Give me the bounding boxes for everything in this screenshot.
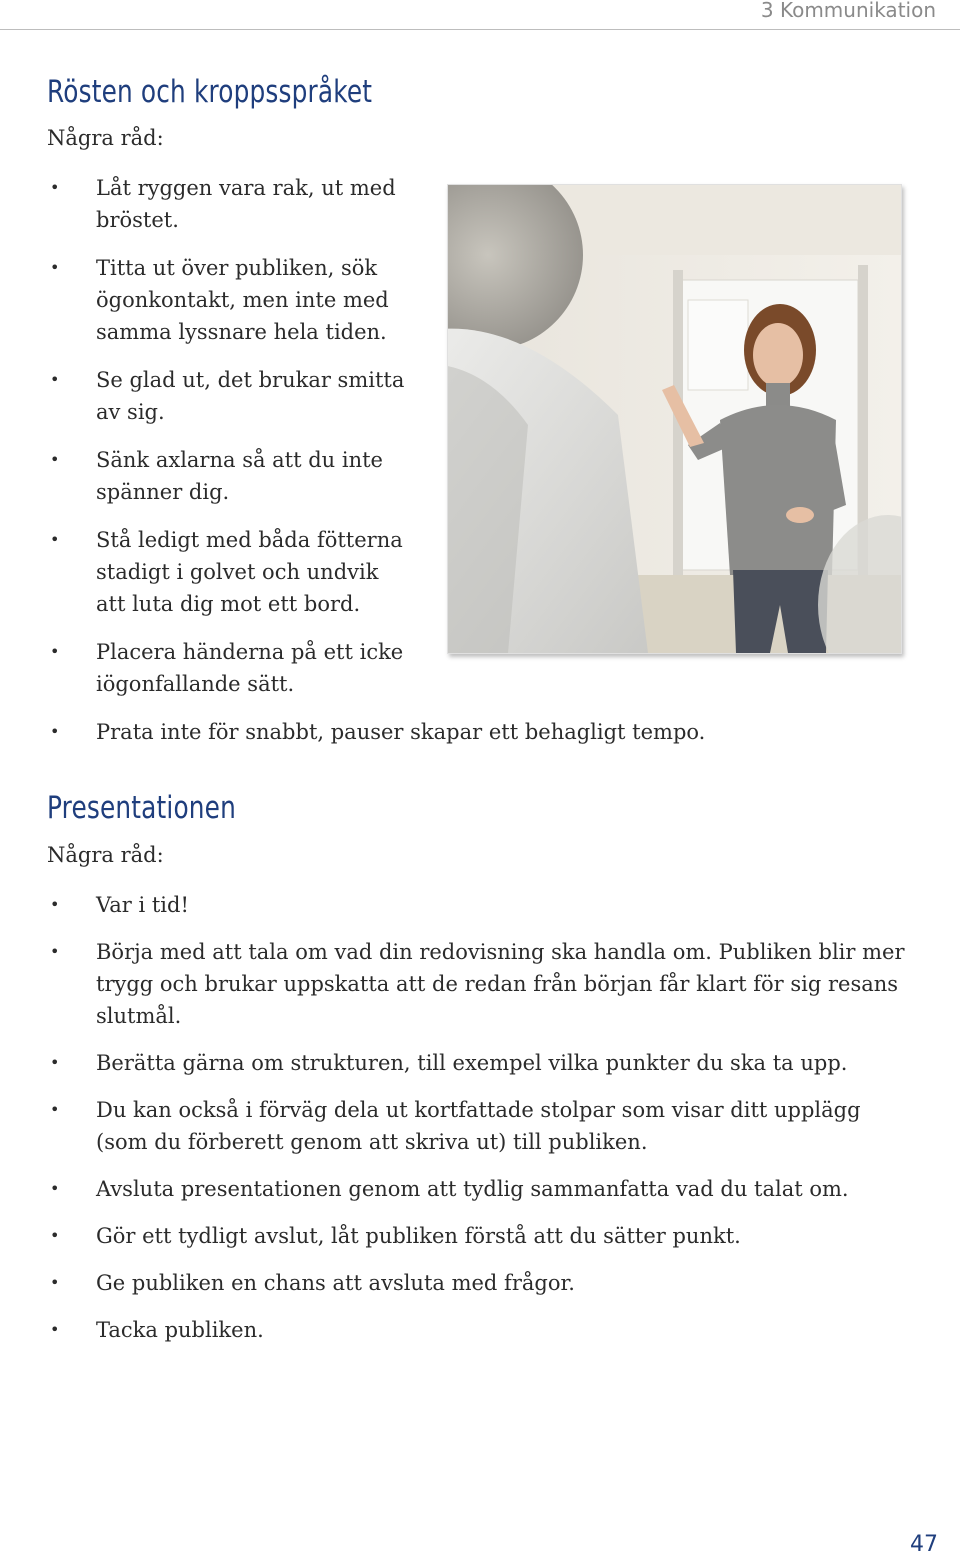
bullet-icon: • [50, 1100, 60, 1119]
section-subtitle-presentation: Några råd: [47, 843, 164, 867]
list-item [47, 1047, 905, 1079]
bullet-icon: • [50, 370, 60, 389]
presenter-photo [447, 184, 902, 654]
bullet-icon: • [50, 895, 60, 914]
section-subtitle-voice: Några råd: [47, 126, 164, 150]
bullet-icon: • [50, 942, 60, 961]
chapter-label: 3 Kommunikation [760, 0, 936, 22]
bullet-icon: • [50, 642, 60, 661]
presenter-illustration [448, 185, 901, 653]
tip-text: Sänk axlarna så att du inte spänner dig. [96, 448, 383, 504]
tip-text: Placera händerna på ett icke iögonfallande sätt. [96, 640, 404, 696]
tip-text: Börja med att tala om vad din redovisning ska handla om. Publiken blir mer trygg och brukar uppskatta att de redan från början får klart för sig resans slutmål. [96, 940, 905, 1028]
tip-text: Du kan också i förväg dela ut kortfattade stolpar som visar ditt upplägg (som du förberett genom att skriva ut) till publiken. [96, 1098, 861, 1154]
list-item [47, 1314, 905, 1346]
bullet-icon: • [50, 258, 60, 277]
section-title-presentation: Presentationen [47, 790, 236, 826]
tip-text: Stå ledigt med båda fötterna stadigt i golvet och undvik att luta dig mot ett bord. [96, 528, 403, 616]
list-item [47, 1094, 905, 1158]
section-title-voice: Rösten och kroppsspråket [47, 74, 373, 110]
bullet-icon: • [50, 1226, 60, 1245]
bullet-icon: • [50, 1320, 60, 1339]
tip-text: Låt ryggen vara rak, ut med bröstet. [96, 176, 396, 232]
list-item [47, 936, 905, 1032]
tip-text: Var i tid! [96, 893, 189, 917]
list-item [47, 716, 705, 748]
bullet-icon: • [50, 178, 60, 197]
list-item [47, 889, 905, 921]
tip-text: Se glad ut, det brukar smitta av sig. [96, 368, 405, 424]
bullet-icon: • [50, 722, 60, 741]
list-item [47, 1220, 905, 1252]
tip-text: Titta ut över publiken, sök ögonkontakt, men inte med samma lyssnare hela tiden. [96, 256, 389, 344]
tip-text: Tacka publiken. [96, 1318, 264, 1342]
bullet-icon: • [50, 1179, 60, 1198]
header-rule [0, 29, 960, 30]
tip-text: Gör ett tydligt avslut, låt publiken förstå att du sätter punkt. [96, 1224, 741, 1248]
bullet-icon: • [50, 530, 60, 549]
bullet-icon: • [50, 450, 60, 469]
list-item [47, 1267, 905, 1299]
bullet-icon: • [50, 1273, 60, 1292]
tip-text: Avsluta presentationen genom att tydlig sammanfatta vad du talat om. [96, 1177, 849, 1201]
bullet-icon: • [50, 1053, 60, 1072]
page-number: 47 [910, 1532, 938, 1557]
tip-text: Ge publiken en chans att avsluta med frågor. [96, 1271, 575, 1295]
list-item [47, 1173, 905, 1205]
tip-text: Prata inte för snabbt, pauser skapar ett behagligt tempo. [96, 720, 706, 744]
tip-text: Berätta gärna om strukturen, till exempel vilka punkter du ska ta upp. [96, 1051, 848, 1075]
presentation-tips-list [47, 889, 905, 1361]
